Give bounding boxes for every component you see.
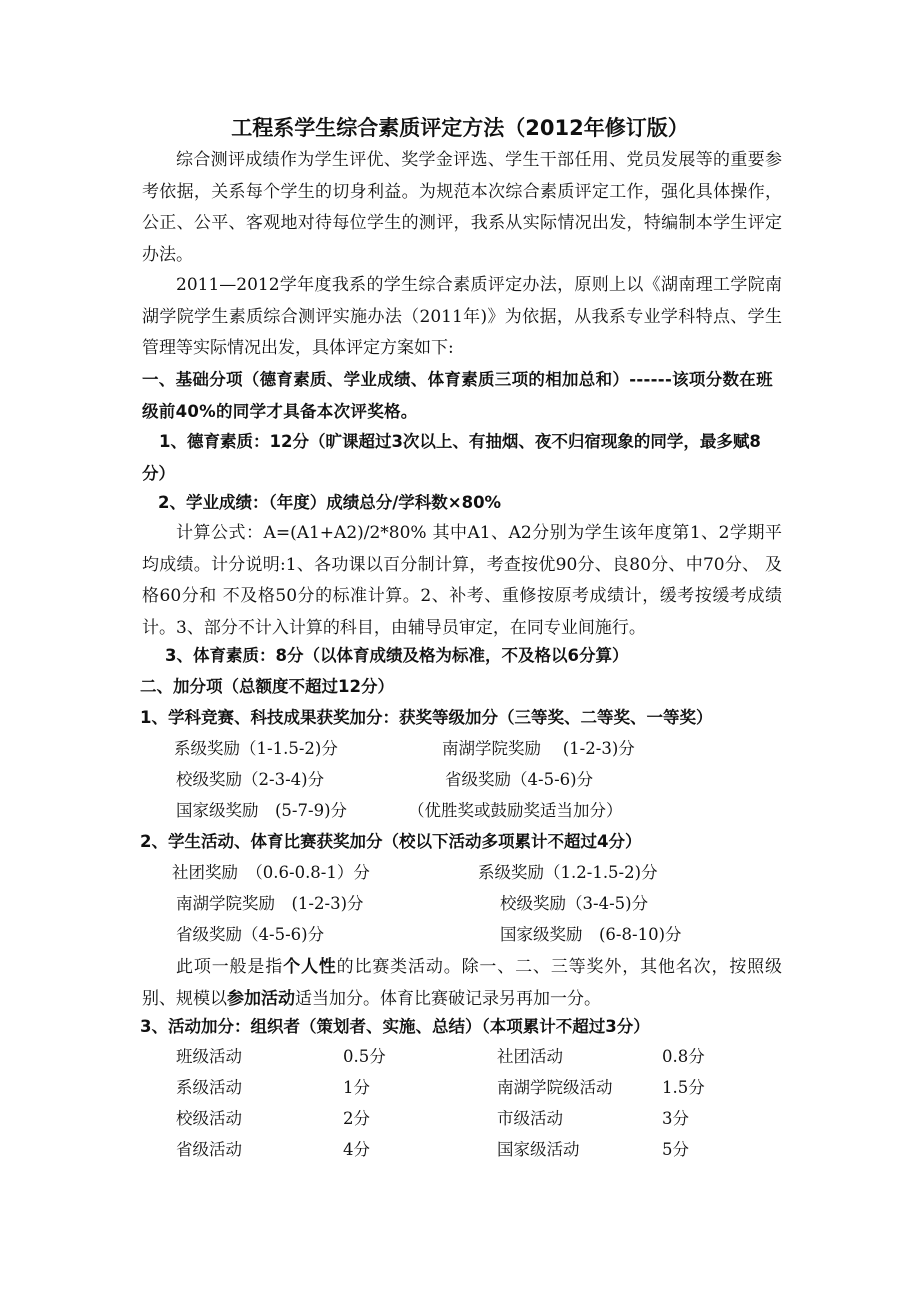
activity-row-2-score-b: 1.5分 bbox=[662, 1078, 705, 1097]
bonus-1-heading: 1、学科竞赛、科技成果获奖加分：获奖等级加分（三等奖、二等奖、一等奖） bbox=[140, 708, 713, 727]
activity-row-4-name-a: 省级活动 bbox=[176, 1140, 242, 1159]
bonus-2-note bbox=[142, 952, 782, 1015]
bonus-2-row-1-left: 社团奖励 （0.6-0.8-1）分 bbox=[172, 863, 370, 882]
intro-paragraph-1: 综合测评成绩作为学生评优、奖学金评选、学生干部任用、党员发展等的重要参考依据，关系每个学生的切身利益。为规范本次综合素质评定工作，强化具体操作，公正、公平、客观地对待每位学生的测评，我系从实际情况出发，特编制本学生评定办法。 bbox=[142, 150, 782, 265]
bonus-1-row-3-right: （优胜奖或鼓励奖适当加分） bbox=[408, 801, 623, 820]
bonus-2-note-part-e: 适当加分。体育比赛破记录另再加一分。 bbox=[295, 988, 601, 1009]
activity-row-3-score-b: 3分 bbox=[662, 1109, 689, 1128]
item-pe-score: 3、体育素质：8分（以体育成绩及格为标准，不及格以6分算） bbox=[165, 646, 629, 665]
bonus-1-row-2-left: 校级奖励（2-3-4)分 bbox=[176, 770, 325, 789]
bonus-2-note-emphasis-individual: 个人性 bbox=[283, 957, 337, 977]
bonus-2-row-1-right: 系级奖励（1.2-1.5-2)分 bbox=[478, 863, 658, 882]
formula-paragraph: 计算公式：A=(A1+A2)/2*80% 其中A1、A2分别为学生该年度第1、2学期平均成绩。计分说明:1、各功课以百分制计算，考查按优90分、良80分、中70分、 及格60分和 不及格50分的标准计算。2、补考、重修按原考成绩计，缓考按缓考成绩计。3、部分不计入计算的科目，由辅导员审定，在同专业间施行。 bbox=[142, 523, 782, 638]
bonus-2-row-2-right: 校级奖励（3-4-5)分 bbox=[500, 894, 649, 913]
activity-row-3-name-b: 市级活动 bbox=[497, 1109, 563, 1128]
bonus-1-row-1-right: 南湖学院奖励 (1-2-3)分 bbox=[442, 739, 635, 758]
item-moral-score: 1、德育素质：12分（旷课超过3次以上、有抽烟、夜不归宿现象的同学，最多赋8分） bbox=[142, 432, 761, 483]
bonus-2-row-3-left: 省级奖励（4-5-6)分 bbox=[176, 925, 325, 944]
activity-row-1-score-b: 0.8分 bbox=[662, 1047, 705, 1066]
activity-row-2-name-a: 系级活动 bbox=[176, 1078, 242, 1097]
activity-row-4-name-b: 国家级活动 bbox=[497, 1140, 580, 1159]
section-2-heading: 二、加分项（总额度不超过12分） bbox=[140, 677, 394, 696]
activity-row-3-name-a: 校级活动 bbox=[176, 1109, 242, 1128]
item-academic-score: 2、学业成绩：（年度）成绩总分/学科数×80% bbox=[158, 493, 502, 512]
activity-row-2-score-a: 1分 bbox=[343, 1078, 370, 1097]
intro-paragraph-2: 2011—2012学年度我系的学生综合素质评定办法，原则上以《湖南理工学院南湖学院学生素质综合测评实施办法（2011年)》为依据，从我系专业学科特点、学生管理等实际情况出发，具体评定方案如下: bbox=[142, 275, 782, 358]
activity-row-1-name-b: 社团活动 bbox=[497, 1047, 563, 1066]
bonus-1-row-2-right: 省级奖励（4-5-6)分 bbox=[445, 770, 594, 789]
bonus-2-heading: 2、学生活动、体育比赛获奖加分（校以下活动多项累计不超过4分） bbox=[140, 832, 642, 851]
activity-row-4-score-b: 5分 bbox=[662, 1140, 689, 1159]
activity-row-1-score-a: 0.5分 bbox=[343, 1047, 386, 1066]
bonus-2-row-2-left: 南湖学院奖励 (1-2-3)分 bbox=[176, 894, 364, 913]
activity-row-2-name-b: 南湖学院级活动 bbox=[497, 1078, 613, 1097]
bonus-2-note-emphasis-participation: 参加活动 bbox=[227, 988, 295, 1009]
bonus-2-note-part-c: 的比赛类活动。除一、二、三等奖外，其他名次，按照级别、规模以 bbox=[142, 957, 783, 1009]
bonus-2-row-3-right: 国家级奖励 (6-8-10)分 bbox=[500, 925, 682, 944]
bonus-2-note-part-a: 此项一般是指 bbox=[176, 957, 284, 977]
bonus-1-row-3-left: 国家级奖励 (5-7-9)分 bbox=[176, 801, 348, 820]
section-1-heading: 一、基础分项（德育素质、学业成绩、体育素质三项的相加总和）------该项分数在班级前40%的同学才具备本次评奖格。 bbox=[142, 370, 773, 421]
activity-row-1-name-a: 班级活动 bbox=[176, 1047, 242, 1066]
activity-row-4-score-a: 4分 bbox=[343, 1140, 370, 1159]
bonus-1-row-1-left: 系级奖励（1-1.5-2)分 bbox=[174, 739, 338, 758]
bonus-3-heading: 3、活动加分：组织者（策划者、实施、总结）（本项累计不超过3分） bbox=[140, 1017, 650, 1036]
activity-row-3-score-a: 2分 bbox=[343, 1109, 370, 1128]
document-title: 工程系学生综合素质评定方法（2012年修订版） bbox=[231, 116, 689, 140]
